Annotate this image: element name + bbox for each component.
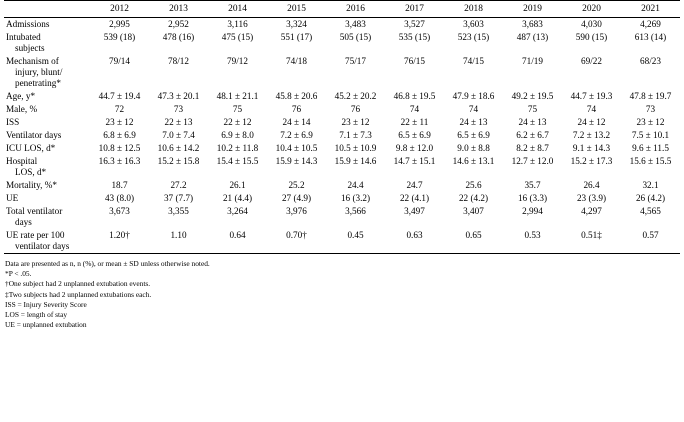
cell: 6.5 ± 6.9 bbox=[398, 130, 431, 141]
cell: 4,269 bbox=[640, 19, 661, 30]
cell: 3,976 bbox=[286, 206, 307, 217]
cell: 0.51‡ bbox=[581, 230, 602, 241]
cell: 76 bbox=[291, 103, 302, 114]
row-label bbox=[4, 155, 90, 179]
cell: 22 ± 13 bbox=[164, 117, 193, 127]
cell: 46.8 ± 19.5 bbox=[393, 90, 436, 101]
cell: 78/12 bbox=[168, 56, 189, 67]
column-header-2016: 2016 bbox=[346, 3, 365, 14]
cell: 75/17 bbox=[345, 56, 366, 67]
cell: 0.53 bbox=[524, 230, 541, 241]
cell: 23 ± 12 bbox=[636, 117, 665, 127]
table-row bbox=[4, 205, 680, 229]
cell: 15.4 ± 15.5 bbox=[216, 156, 259, 167]
row-label-text: Total ventilator bbox=[6, 206, 63, 217]
cell: 3,683 bbox=[522, 19, 543, 30]
cell: 24 ± 12 bbox=[577, 117, 606, 127]
column-header-2021: 2021 bbox=[641, 3, 660, 14]
row-label-text: ISS bbox=[6, 117, 20, 127]
cell: 1.10 bbox=[170, 230, 187, 241]
cell: 35.7 bbox=[524, 180, 541, 191]
cell: 8.2 ± 8.7 bbox=[516, 143, 549, 154]
footnote-line: ISS = Injury Severity Score bbox=[5, 299, 87, 309]
cell: 15.9 ± 14.6 bbox=[334, 156, 377, 167]
cell: 45.8 ± 20.6 bbox=[275, 90, 318, 101]
row-label bbox=[4, 31, 90, 55]
row-label bbox=[4, 192, 90, 205]
column-header-2015: 2015 bbox=[287, 3, 306, 14]
cell: 4,297 bbox=[581, 206, 602, 217]
footnote-line: *P < .05. bbox=[5, 269, 32, 279]
cell: 6.2 ± 6.7 bbox=[516, 130, 549, 141]
cell: 3,324 bbox=[286, 19, 307, 30]
cell: 0.45 bbox=[347, 230, 364, 241]
column-header-2012: 2012 bbox=[110, 3, 129, 14]
cell: 2,952 bbox=[168, 19, 189, 30]
cell: 44.7 ± 19.4 bbox=[98, 90, 141, 101]
column-header-2014: 2014 bbox=[228, 3, 247, 14]
table-row bbox=[4, 55, 680, 90]
cell: 75 bbox=[527, 103, 538, 114]
footnote-line: Data are presented as n, n (%), or mean ± SD unless otherwise noted. bbox=[5, 258, 210, 268]
cell: 15.6 ± 15.5 bbox=[629, 156, 672, 167]
cell: 24 ± 13 bbox=[518, 117, 547, 127]
table-row bbox=[4, 229, 680, 253]
cell: 590 (15) bbox=[575, 32, 608, 43]
row-label bbox=[4, 179, 90, 192]
cell: 9.0 ± 8.8 bbox=[457, 143, 490, 154]
cell: 16 (3.3) bbox=[517, 193, 548, 204]
cell: 24.4 bbox=[347, 180, 364, 191]
cell: 71/19 bbox=[522, 56, 543, 67]
cell: 0.63 bbox=[406, 230, 423, 241]
cell: 16 (3.2) bbox=[340, 193, 371, 204]
cell: 76 bbox=[350, 103, 361, 114]
cell: 10.8 ± 12.5 bbox=[98, 143, 141, 154]
footnote-line: LOS = length of stay bbox=[5, 309, 68, 319]
cell: 14.7 ± 15.1 bbox=[393, 156, 436, 167]
cell: 10.5 ± 10.9 bbox=[334, 143, 377, 154]
cell: 22 (4.2) bbox=[458, 193, 489, 204]
data-table bbox=[4, 0, 680, 254]
cell: 2,994 bbox=[522, 206, 543, 217]
row-label-continuation: injury, blunt/ penetrating* bbox=[15, 67, 63, 88]
cell: 9.6 ± 11.5 bbox=[632, 143, 669, 154]
row-label-continuation: days bbox=[15, 217, 32, 227]
table-row bbox=[4, 142, 680, 155]
cell: 47.3 ± 20.1 bbox=[157, 90, 200, 101]
column-header-rowlabel bbox=[4, 1, 90, 18]
row-label bbox=[4, 103, 90, 116]
cell: 7.1 ± 7.3 bbox=[339, 130, 372, 141]
row-label-text: Hospital bbox=[6, 156, 38, 167]
cell: 9.1 ± 14.3 bbox=[572, 143, 611, 154]
cell: 73 bbox=[173, 103, 184, 114]
column-header-2017: 2017 bbox=[405, 3, 424, 14]
cell: 3,407 bbox=[463, 206, 484, 217]
row-label-text: Admissions bbox=[6, 19, 50, 30]
cell: 478 (16) bbox=[162, 32, 195, 43]
row-label bbox=[4, 129, 90, 142]
cell: 6.5 ± 6.9 bbox=[457, 130, 490, 141]
row-label-text: UE rate per 100 bbox=[6, 230, 65, 241]
row-label-continuation: ventilator days bbox=[15, 240, 70, 251]
cell: 15.2 ± 15.8 bbox=[157, 156, 200, 167]
cell: 551 (17) bbox=[280, 32, 313, 43]
cell: 12.7 ± 12.0 bbox=[511, 156, 554, 167]
cell: 0.65 bbox=[465, 230, 482, 241]
cell: 22 ± 11 bbox=[400, 117, 429, 127]
row-label-text: Mechanism of bbox=[6, 56, 59, 67]
cell: 68/23 bbox=[640, 56, 661, 67]
cell: 23 (3.9) bbox=[576, 193, 607, 204]
cell: 1.20† bbox=[109, 230, 130, 241]
cell: 43 (8.0) bbox=[104, 193, 135, 204]
row-label-text: Ventilator days bbox=[6, 130, 62, 141]
row-label bbox=[4, 90, 90, 103]
cell: 44.7 ± 19.3 bbox=[570, 90, 613, 101]
column-header-2020: 2020 bbox=[582, 3, 601, 14]
cell: 49.2 ± 19.5 bbox=[511, 90, 554, 101]
cell: 475 (15) bbox=[221, 32, 254, 43]
row-label bbox=[4, 116, 90, 129]
table-row bbox=[4, 129, 680, 142]
row-label bbox=[4, 205, 90, 229]
cell: 3,116 bbox=[227, 19, 248, 30]
table-row bbox=[4, 18, 680, 32]
cell: 22 ± 12 bbox=[223, 117, 252, 127]
cell: 4,565 bbox=[640, 206, 661, 217]
cell: 25.2 bbox=[288, 180, 305, 191]
cell: 27.2 bbox=[170, 180, 187, 191]
row-label-continuation: subjects bbox=[15, 43, 45, 54]
column-header-2013: 2013 bbox=[169, 3, 188, 14]
cell: 16.3 ± 16.3 bbox=[98, 156, 141, 167]
table-row bbox=[4, 31, 680, 55]
footnote-line: ‡Two subjects had 2 unplanned extubations each. bbox=[5, 289, 152, 299]
cell: 27 (4.9) bbox=[281, 193, 312, 204]
header-row bbox=[4, 1, 680, 18]
row-label-text: Intubated bbox=[6, 32, 41, 43]
footnote-line: †One subject had 2 unplanned extubation events. bbox=[5, 279, 151, 289]
cell: 73 bbox=[645, 103, 656, 114]
cell: 0.57 bbox=[642, 230, 659, 241]
cell: 74 bbox=[468, 103, 479, 114]
row-label-text: UE bbox=[6, 193, 19, 204]
cell: 72 bbox=[114, 103, 125, 114]
cell: 26.1 bbox=[229, 180, 246, 191]
row-label bbox=[4, 18, 90, 32]
cell: 15.2 ± 17.3 bbox=[570, 156, 613, 167]
table-row bbox=[4, 116, 680, 129]
cell: 75 bbox=[232, 103, 243, 114]
cell: 74 bbox=[409, 103, 420, 114]
cell: 2,995 bbox=[109, 19, 130, 30]
table-row bbox=[4, 155, 680, 179]
row-label bbox=[4, 142, 90, 155]
cell: 69/22 bbox=[581, 56, 602, 67]
row-label bbox=[4, 55, 90, 90]
cell: 74 bbox=[586, 103, 597, 114]
cell: 32.1 bbox=[642, 180, 659, 191]
cell: 79/14 bbox=[109, 56, 130, 67]
cell: 9.8 ± 12.0 bbox=[395, 143, 434, 154]
cell: 523 (15) bbox=[457, 32, 490, 43]
cell: 7.2 ± 6.9 bbox=[280, 130, 313, 141]
cell: 3,483 bbox=[345, 19, 366, 30]
table-row bbox=[4, 179, 680, 192]
cell: 37 (7.7) bbox=[163, 193, 194, 204]
table-row bbox=[4, 90, 680, 103]
footnote-line: UE = unplanned extubation bbox=[5, 320, 87, 330]
cell: 23 ± 12 bbox=[105, 117, 134, 127]
cell: 0.64 bbox=[229, 230, 246, 241]
cell: 48.1 ± 21.1 bbox=[216, 90, 259, 101]
cell: 14.6 ± 13.1 bbox=[452, 156, 495, 167]
cell: 539 (18) bbox=[103, 32, 136, 43]
table-row bbox=[4, 192, 680, 205]
cell: 23 ± 12 bbox=[341, 117, 370, 127]
cell: 613 (14) bbox=[634, 32, 667, 43]
cell: 0.70† bbox=[286, 230, 307, 241]
table-footnotes bbox=[4, 259, 680, 331]
cell: 505 (15) bbox=[339, 32, 372, 43]
cell: 10.2 ± 11.8 bbox=[216, 143, 259, 154]
cell: 3,527 bbox=[404, 19, 425, 30]
row-label-continuation: LOS, d* bbox=[15, 167, 47, 177]
cell: 3,497 bbox=[404, 206, 425, 217]
table-body bbox=[4, 18, 680, 254]
cell: 3,673 bbox=[109, 206, 130, 217]
cell: 18.7 bbox=[111, 180, 128, 191]
cell: 3,566 bbox=[345, 206, 366, 217]
cell: 3,264 bbox=[227, 206, 248, 217]
cell: 7.2 ± 13.2 bbox=[572, 130, 611, 141]
cell: 26 (4.2) bbox=[635, 193, 666, 204]
cell: 22 (4.1) bbox=[399, 193, 430, 204]
cell: 45.2 ± 20.2 bbox=[334, 90, 377, 101]
cell: 6.8 ± 6.9 bbox=[103, 130, 136, 141]
cell: 47.9 ± 18.6 bbox=[452, 90, 495, 101]
row-label bbox=[4, 229, 90, 253]
cell: 47.8 ± 19.7 bbox=[629, 90, 672, 101]
cell: 24.7 bbox=[406, 180, 423, 191]
column-header-2018: 2018 bbox=[464, 3, 483, 14]
cell: 7.0 ± 7.4 bbox=[162, 130, 195, 141]
cell: 15.9 ± 14.3 bbox=[275, 156, 318, 167]
cell: 25.6 bbox=[465, 180, 482, 191]
column-header-2019: 2019 bbox=[523, 3, 542, 14]
cell: 26.4 bbox=[583, 180, 600, 191]
cell: 10.4 ± 10.5 bbox=[275, 143, 318, 154]
cell: 79/12 bbox=[227, 56, 248, 67]
cell: 76/15 bbox=[404, 56, 425, 67]
row-label-text: Mortality, %* bbox=[6, 180, 57, 191]
cell: 3,355 bbox=[168, 206, 189, 217]
cell: 24 ± 14 bbox=[282, 117, 311, 127]
cell: 10.6 ± 14.2 bbox=[157, 143, 200, 154]
cell: 21 (4.4) bbox=[222, 193, 253, 204]
cell: 6.9 ± 8.0 bbox=[221, 130, 254, 141]
row-label-text: Age, y* bbox=[6, 90, 36, 101]
cell: 3,603 bbox=[463, 19, 484, 30]
cell: 7.5 ± 10.1 bbox=[631, 130, 670, 141]
cell: 74/18 bbox=[286, 56, 307, 67]
row-label-text: Male, % bbox=[6, 103, 38, 114]
cell: 487 (13) bbox=[516, 32, 549, 43]
cell: 4,030 bbox=[581, 19, 602, 30]
cell: 535 (15) bbox=[398, 32, 431, 43]
row-label-text: ICU LOS, d* bbox=[6, 143, 56, 154]
cell: 24 ± 13 bbox=[459, 117, 488, 127]
table-header bbox=[4, 1, 680, 18]
table-row bbox=[4, 103, 680, 116]
cell: 74/15 bbox=[463, 56, 484, 67]
